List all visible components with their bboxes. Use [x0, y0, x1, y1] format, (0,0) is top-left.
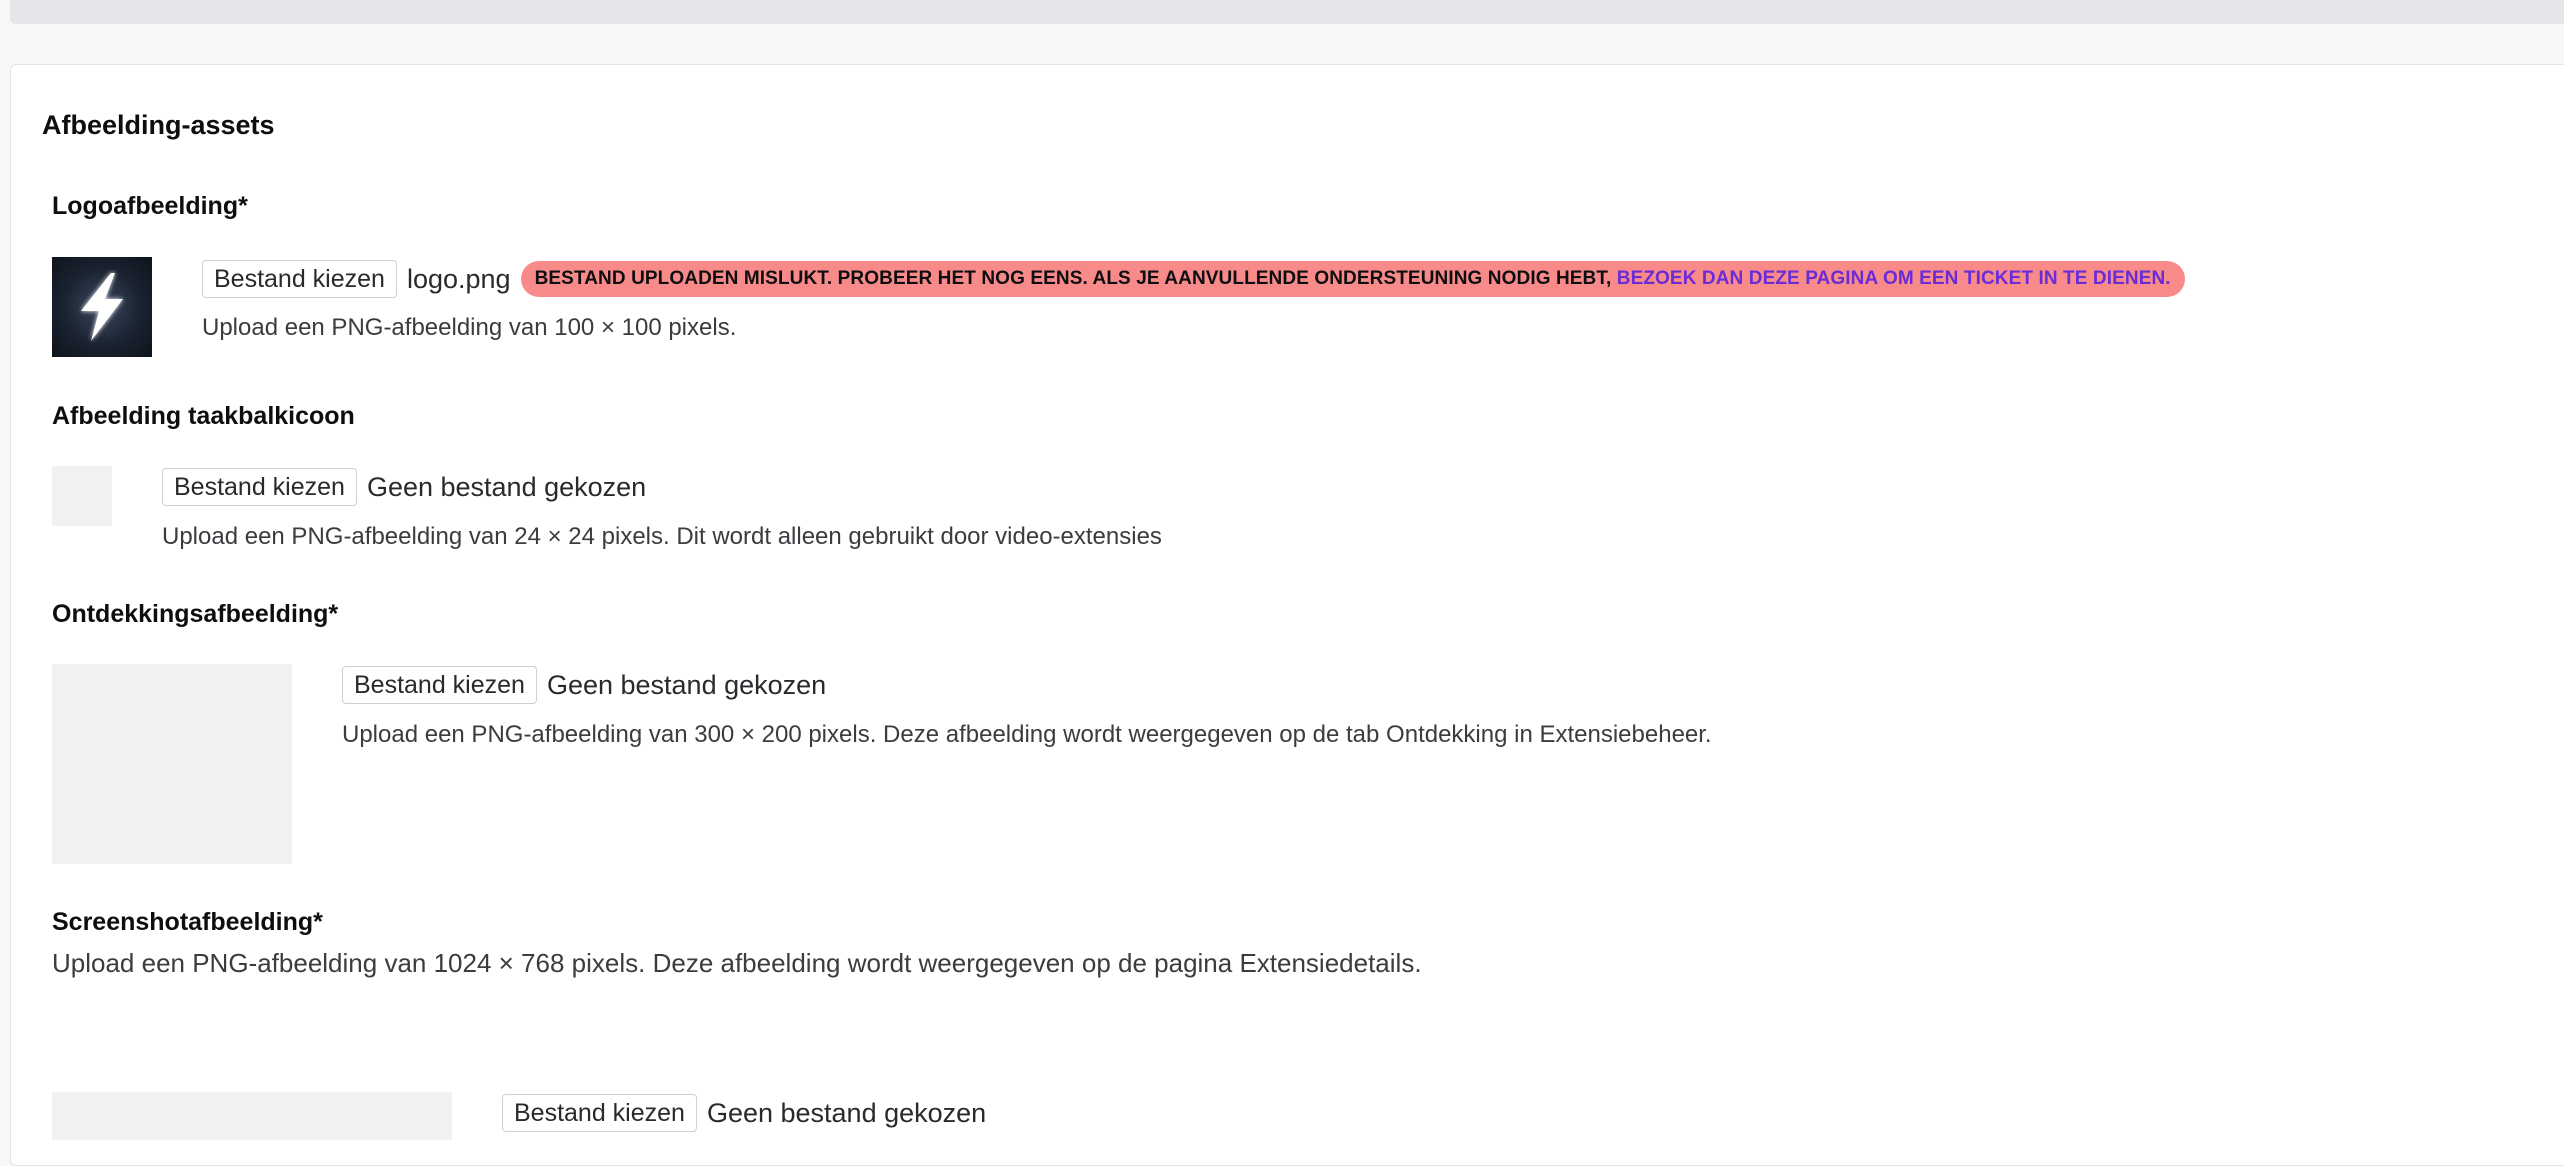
discovery-file-name: Geen bestand gekozen — [546, 669, 827, 700]
discovery-upload-row — [342, 666, 826, 704]
logo-preview — [52, 257, 152, 357]
screenshot-image-preview — [52, 1092, 452, 1140]
screenshot-hint: Upload een PNG-afbeelding van 1024 × 768 pixels. Deze afbeelding wordt weergegeven op de pagina Extensiedetails. — [52, 948, 1422, 978]
logo-upload-error-badge — [521, 261, 2185, 297]
logo-error-text: BESTAND UPLOADEN MISLUKT. PROBEER HET NOG EENS. ALS JE AANVULLENDE ONDERSTEUNING NODIG HEBT, — [534, 268, 1617, 289]
logo-choose-file-button[interactable]: Bestand kiezen — [202, 260, 397, 298]
discovery-choose-file-button[interactable]: Bestand kiezen — [342, 666, 537, 704]
taskbar-upload-row — [162, 468, 646, 506]
discovery-hint: Upload een PNG-afbeelding van 300 × 200 pixels. Deze afbeelding wordt weergegeven op de tab Ontdekking in Extensiebeheer. — [342, 721, 1712, 748]
screenshot-choose-file-button[interactable]: Bestand kiezen — [502, 1094, 697, 1132]
logo-upload-row — [202, 260, 2185, 298]
screenshot-upload-row — [502, 1094, 986, 1132]
screenshot-image-label: Screenshotafbeelding* — [52, 908, 323, 936]
submit-ticket-link[interactable]: BEZOEK DAN DEZE PAGINA OM EEN TICKET IN TE DIENEN. — [1616, 268, 2171, 289]
lightning-bolt-icon — [67, 269, 137, 345]
section-title: Afbeelding-assets — [42, 110, 275, 140]
taskbar-hint: Upload een PNG-afbeelding van 24 × 24 pixels. Dit wordt alleen gebruikt door video-extensies — [162, 523, 1162, 550]
top-bar — [10, 0, 2564, 24]
taskbar-icon-preview — [52, 466, 112, 526]
logo-file-name: logo.png — [406, 263, 511, 294]
logo-label: Logoafbeelding* — [52, 192, 248, 220]
taskbar-choose-file-button[interactable]: Bestand kiezen — [162, 468, 357, 506]
taskbar-icon-label: Afbeelding taakbalkicoon — [52, 402, 355, 430]
screenshot-file-name: Geen bestand gekozen — [706, 1097, 987, 1128]
logo-hint: Upload een PNG-afbeelding van 100 × 100 pixels. — [202, 314, 737, 341]
discovery-image-label: Ontdekkingsafbeelding* — [52, 600, 339, 628]
discovery-image-preview — [52, 664, 292, 864]
image-assets-card — [10, 64, 2564, 1166]
taskbar-file-name: Geen bestand gekozen — [366, 471, 647, 502]
